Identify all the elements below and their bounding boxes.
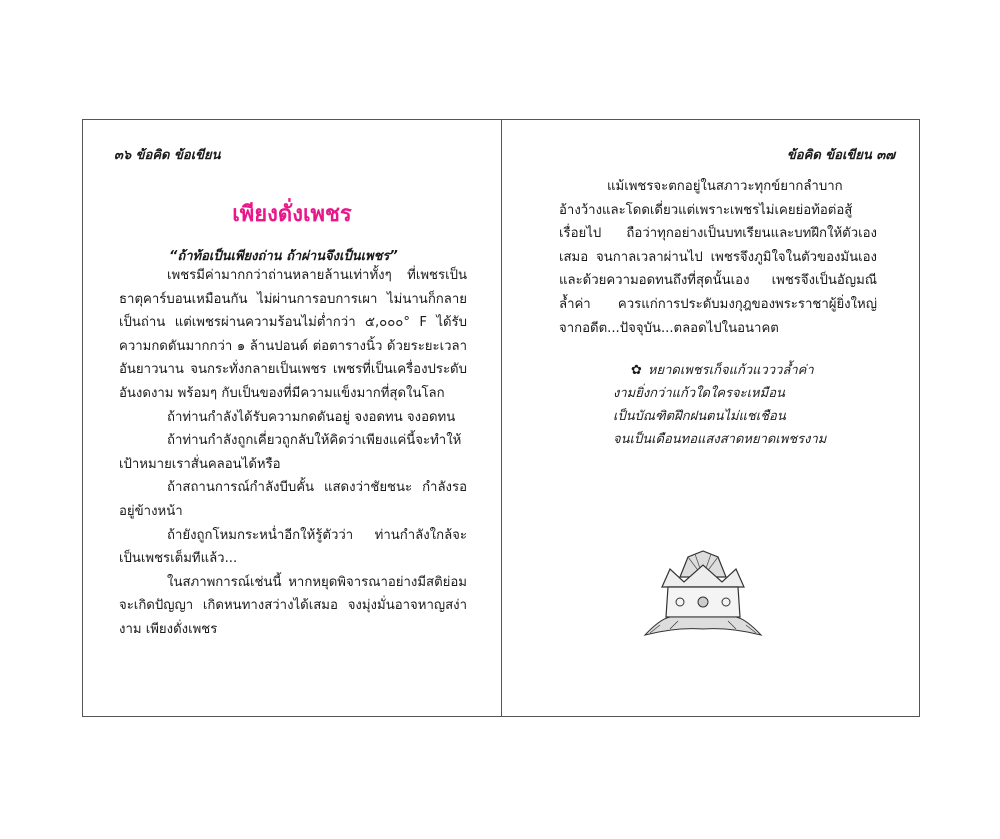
chapter-title: เพียงดั่งเพชร: [232, 202, 352, 227]
poem-line: จนเป็นเดือนทอแสงสาดหยาดเพชรงาม: [613, 432, 827, 447]
crown-illustration: [640, 547, 766, 647]
poem-line: ✿ หยาดเพชรเก็จแก้วแวววล้ำค่า: [631, 363, 814, 378]
paragraph: เพชรมีค่ามากกว่าถ่านหลายล้านเท่าทั้งๆ ที่เพชรเป็นธาตุคาร์บอนเหมือนกัน ไม่ผ่านการอบการเผา ไม่นานก็กลายเป็นถ่าน แต่เพชรผ่านความร้อนไม่ต่ำกว่า ๕,๐๐๐° F ได้รับความกดดันมากกว่า ๑ ล้านปอนด์ ต่อตารางนิ้ว ด้วยระยะเวลาอันยาวนาน จนกระทั่งกลายเป็นเพชร เพชรที่เป็นเครื่องประดับอันงดงาม พร้อมๆ กับเป็นของที่มีความแข็งมากที่สุดในโลก: [119, 268, 467, 401]
paragraph: ถ้าท่านกำลังได้รับความกดดันอยู่ จงอดทน จงอดทน: [167, 409, 456, 425]
page-header: ๓๖ ข้อคิด ข้อเขียน: [114, 148, 221, 163]
poem: [613, 359, 826, 451]
left-page: [83, 120, 501, 716]
book-spread: [82, 119, 920, 717]
paragraph: ถ้ายังถูกโหมกระหน่ำอีกให้รู้ตัวว่า ท่านกำลังใกล้จะเป็นเพชรเต็มทีแล้ว...: [119, 527, 467, 567]
right-body: [559, 175, 877, 340]
left-body: [119, 264, 467, 642]
flower-icon: ✿: [631, 363, 642, 378]
paragraph: แม้เพชรจะตกอยู่ในสภาวะทุกข์ยากลำบาก อ้างว้างและโดดเดี่ยวแต่เพราะเพชรไม่เคยย่อท้อต่อสู้เรื่อยไป ถือว่าทุกอย่างเป็นบทเรียนและบทฝึกให้ตัวเองเสมอ จนกาลเวลาผ่านไป เพชรจึงภูมิใจในตัวของมันเอง และด้วยความอดทนถึงที่สุดนั้นเอง เพชรจึงเป็นอัญมณีล้ำค่า ควรแก่การประดับมงกุฎของพระราชาผู้ยิ่งใหญ่ จากอดีต...ปัจจุบัน...ตลอดไปในอนาคต: [559, 179, 877, 336]
poem-line: งามยิ่งกว่าแก้วใดใครจะเหมือน: [613, 386, 785, 401]
paragraph: ถ้าท่านกำลังถูกเคี่ยวถูกลับให้คิดว่าเพียงแค่นี้จะทำให้เป้าหมายเราสั่นคลอนได้หรือ: [119, 433, 462, 472]
paragraph: ในสภาพการณ์เช่นนี้ หากหยุดพิจารณาอย่างมีสติย่อมจะเกิดปัญญา เกิดหนทางสว่างได้เสมอ จงมุ่งมั่นอาจหาญสง่างาม เพียงดั่งเพชร: [119, 574, 467, 637]
right-page: [502, 120, 919, 716]
poem-line: เป็นบัณฑิตฝึกฝนตนไม่แชเชือน: [613, 409, 786, 424]
paragraph: ถ้าสถานการณ์กำลังบีบคั้น แสดงว่าชัยชนะ กำลังรออยู่ข้างหน้า: [119, 480, 467, 519]
page-header: ข้อคิด ข้อเขียน ๓๗: [786, 148, 895, 163]
chapter-quote: “ถ้าท้อเป็นเพียงถ่าน ถ้าผ่านจึงเป็นเพชร”: [169, 249, 398, 264]
